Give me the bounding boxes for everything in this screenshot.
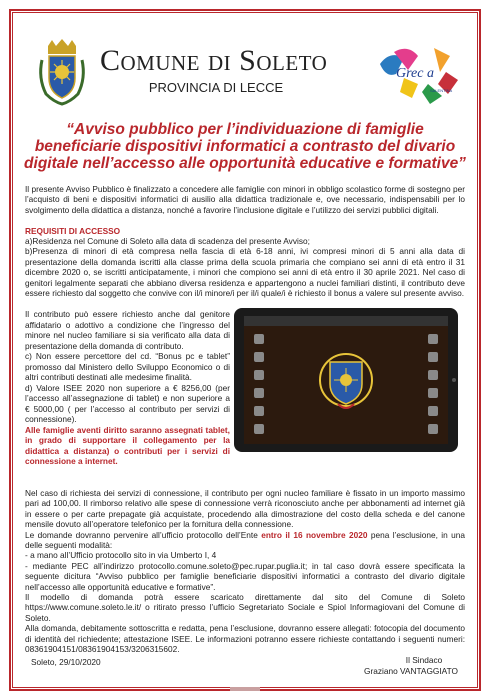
form-download-paragraph: Il modello di domanda potrà essere scaricato direttamente dal sito del Comune di Soleto https://www.comune.soleto.le.it/ o ritirato presso l’ufficio Segretariato Sociale e Spiol Informagiovani del Comune di Soleto. xyxy=(25,592,465,623)
guardian-paragraph: Il contributo può essere richiesto anche dal genitore affidatario o adottivo a condizione che l’ingresso del minore nel nucleo familiare si sia verificato alla data di presentazione della domanda di contributo. xyxy=(25,309,230,351)
bottom-section xyxy=(25,488,465,655)
municipal-crest-icon xyxy=(36,38,88,106)
requirements-title: REQUISITI DI ACCESSO xyxy=(25,226,121,236)
logo-text: Grec a xyxy=(396,66,434,81)
left-column xyxy=(25,309,230,467)
assignment-notice: Alle famiglie aventi diritto saranno assegnati tablet, in grado di supportare il collegamento per la didattica a distanza) o contributi per i servizi di connessione a internet. xyxy=(25,424,230,466)
tablet-image xyxy=(230,300,466,460)
delivery-by-pec: - mediante PEC all’indirizzo protocollo.comune.soleto@pec.rupar.puglia.it; in tal caso dovrà essere specificata la seguente dicitura “Avviso pubblico per famiglie beneficiarie dispositivi informatici a contrasto del divario digitale nell’accesso alle opportunità educative e formative”. xyxy=(25,560,465,592)
footer-mark-icon xyxy=(230,686,260,692)
requirement-b: b)Presenza di minori di età compresa nella fascia di età 6-18 anni, ivi compresi minori di 5 anni alla data di presentazione della domanda iscritti alla classe prima della scuola primaria che compiano sei anni di età entro il 31 dicembre 2020 o, se iscritti anticipatamente, i minori che compiono sei anni di età entro il 30 aprile 2021. Nel caso di genitori legalmente separati che abbiano diversa residenza e appartengono a nuclei familiari distinti, il contributo deve essere richiesto dal soggetto che convive con il/i minore/i per il/i quale/i è richiesto il bonus a valere sul presente avviso. xyxy=(25,246,465,299)
requirement-c: c) Non essere percettore del cd. “Bonus pc e tablet” promosso dal Ministero dello Sviluppo Economico o di altri contributi destinati alle medesime finalità. xyxy=(25,351,230,382)
intro-paragraph: Il presente Avviso Pubblico è finalizzato a concedere alle famiglie con minori in obbligo scolastico forme di sostegno per l’acquisto di beni e dispositivi informatici di ausilio alla didattica tradizionale e, ove necessario, indispensabili per lo svolgimento della didattica a distanza, nonché a favorire l’inclusione digitale e l’utilizzo dei servizi pubblici digitali. xyxy=(25,184,465,215)
notice-headline: “Avviso pubblico per l’individuazione di famiglie beneficiarie dispositivi informatici a contrasto del divario digitale nell’accesso alle opportunità educative e formative” xyxy=(24,121,466,172)
signature-date: Soleto, 29/10/2020 xyxy=(31,657,101,667)
requirement-d: d) Valore ISEE 2020 non superiore a € 8256,00 (per l’accesso all’assegnazione di tablet) e non superiore a € 5000,00 ( per l’accesso al contributo per servizi di connessione). xyxy=(25,382,230,424)
deadline-text-a: Le domande dovranno pervenire all’ufficio protocollo dell’Ente xyxy=(25,529,262,540)
signature-name: Graziano VANTAGGIATO xyxy=(364,666,458,676)
signature-role: Il Sindaco xyxy=(405,655,443,665)
page-title: Comune di Soleto xyxy=(100,44,328,77)
attachments-paragraph: Alla domanda, debitamente sottoscritta e redatta, pena l’esclusione, dovranno essere allegati: fotocopia del documento di identità del richiedente; attestazione ISEE. Le informazioni potranno essere richieste contattando i seguenti numeri: 08361904151/08361904153/3206315602. xyxy=(25,623,465,655)
grecia-salentina-logo xyxy=(374,44,460,106)
province-label: PROVINCIA DI LECCE xyxy=(148,80,284,95)
deadline-date: entro il 16 novembre 2020 xyxy=(261,529,368,540)
deadline-paragraph xyxy=(25,530,465,551)
connection-paragraph: Nel caso di richiesta dei servizi di connessione, il contributo per ogni nucleo familiare è fissato in un importo massimo pari ad 100,00. Il rimborso relativo alle spese di connessione verrà riconosciuto anche per abbonamenti ad internet già in essere o per carte prepagate già acquistate, procedendo alla dimostrazione del costo della scheda e del canone mensile dovuto all’operatore telefonico per la fornitura della connessione. xyxy=(25,488,465,530)
requirement-a: a)Residenza nel Comune di Soleto alla data di scadenza del presente Avviso; xyxy=(25,236,310,246)
delivery-by-hand: - a mano all’Ufficio protocollo sito in via Umberto I, 4 xyxy=(25,550,217,561)
deadline-text-b: pena l’esclusione, in una delle seguenti modalità: xyxy=(25,529,465,551)
logo-subtext: SALENTINA xyxy=(430,88,453,93)
requirements-paragraph xyxy=(25,236,465,298)
